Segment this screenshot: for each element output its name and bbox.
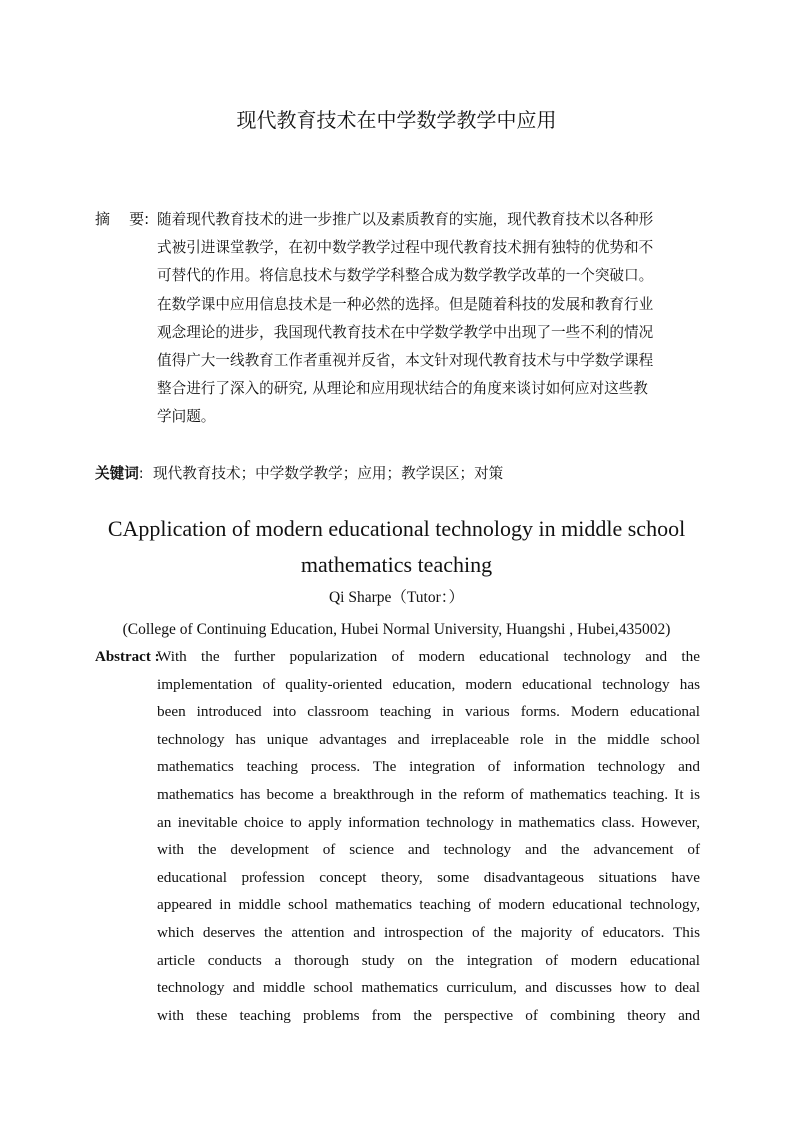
abstract-line-english: educational profession concept theory, some disadvantageous situations have	[157, 868, 700, 886]
abstract-line-english: with these teaching problems from the perspective of combining theory and	[157, 1006, 700, 1024]
abstract-line-chinese: 随着现代教育技术的进一步推广以及素质教育的实施，现代教育技术以各种形	[157, 211, 654, 228]
abstract-line-english: mathematics teaching process. The integration of information technology and	[157, 758, 700, 776]
abstract-label-english: Abstract :	[95, 649, 160, 665]
abstract-line-english: appeared in middle school mathematics teaching of modern educational technology,	[157, 896, 700, 914]
paper-title-chinese: 现代教育技术在中学数学教学中应用	[236, 108, 557, 132]
keywords-chinese	[95, 463, 503, 485]
abstract-line-english: with the development of science and technology and the advancement of	[157, 841, 700, 859]
abstract-line-chinese: 式被引进课堂教学，在初中数学教学过程中现代教育技术拥有独特的优势和不	[157, 239, 654, 257]
keywords-colon: :	[138, 465, 144, 482]
affiliation-line: (College of Continuing Education, Hubei Normal University, Huangshi , Hubei,435002)	[122, 621, 671, 638]
abstract-line-english: an inevitable choice to apply information technology in mathematics class. However,	[157, 813, 700, 831]
title-english-line: mathematics teaching	[300, 552, 493, 577]
keywords-label: 关键词	[95, 465, 139, 482]
abstract-line-chinese: 可替代的作用。将信息技术与数学学科整合成为数学教学改革的一个突破口。	[157, 267, 654, 285]
abstract-line-chinese: 观念理论的进步，我国现代教育技术在中学数学教学中出现了一些不利的情况	[157, 323, 654, 341]
abstract-label-chinese: 摘 要:	[95, 210, 150, 228]
abstract-line-chinese: 整合进行了深入的研究, 从理论和应用现状结合的角度来谈讨如何应对这些教	[157, 380, 648, 398]
abstract-line-chinese: 在数学课中应用信息技术是一种必然的选择。但是随着科技的发展和教育行业	[157, 295, 654, 313]
title-english-line: CApplication of modern educational technology in middle school	[107, 516, 686, 541]
abstract-line-english: which deserves the attention and introspection of the majority of educators. This	[157, 923, 700, 941]
abstract-body-chinese	[157, 206, 700, 432]
paper-title-english	[0, 514, 793, 586]
abstract-line-english: been introduced into classroom teaching in various forms. Modern educational	[157, 703, 700, 721]
abstract-line-chinese: 值得广大一线教育工作者重视并反省，本文针对现代教育技术与中学数学课程	[157, 351, 654, 369]
abstract-line-english: implementation of quality-oriented education, modern educational technology has	[157, 675, 700, 693]
abstract-line-english: With the further popularization of modern educational technology and the	[157, 648, 700, 665]
abstract-line-english: technology and middle school mathematics curriculum, and discusses how to deal	[157, 979, 700, 997]
abstract-line-english: article conducts a thorough study on the integration of modern educational	[157, 951, 700, 969]
keywords-value: 现代教育技术；中学数学教学；应用；教学误区；对策	[153, 465, 504, 482]
abstract-line-english: technology has unique advantages and irreplaceable role in the middle school	[157, 730, 700, 748]
author-line: Qi Sharpe（Tutor：）	[328, 589, 465, 606]
abstract-body-english	[157, 645, 700, 1031]
abstract-line-english: mathematics has become a breakthrough in the reform of mathematics teaching. It is	[157, 785, 700, 803]
abstract-line-chinese: 学问题。	[157, 408, 216, 426]
